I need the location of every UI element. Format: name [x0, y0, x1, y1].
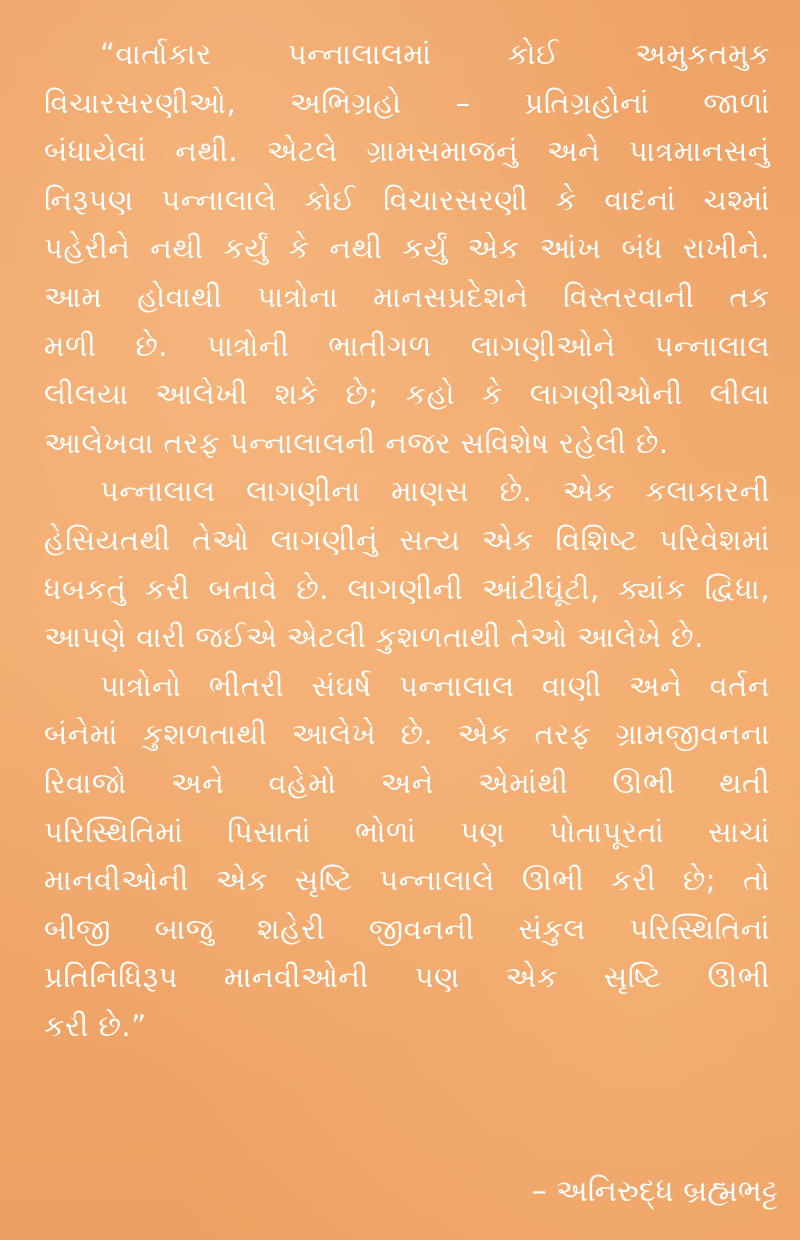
quote-line: વિચારસરણીઓ, અભિગ્રહો – પ્રતિગ્રહોનાં જાળાં [44, 85, 770, 120]
quote-line: હેસિયતથી તેઓ લાગણીનું સત્ય એક વિશિષ્ટ પરિવેશમાં [44, 522, 770, 557]
quote-text [44, 30, 770, 1050]
quote-line: આપણે વારી જઈએ એટલી કુશળતાથી તેઓ આલેખે છે. [44, 620, 704, 655]
quote-line: બંધાયેલાં નથી. એટલે ગ્રામસમાજનું અને પાત્રમાનસનું [44, 134, 770, 169]
quote-line: પહેરીને નથી કર્યું કે નથી કર્યું એક આંખ બંધ રાખીને. [44, 231, 770, 266]
quote-line: આમ હોવાથી પાત્રોના માનસપ્રદેશને વિસ્તરવાની તક [44, 279, 770, 314]
quote-line: માનવીઓની એક સૃષ્ટિ પન્નાલાલે ઊભી કરી છે; તો [44, 863, 770, 898]
author-signature: – અનિરુદ્ધ બ્રહ્મભટ્ટ [531, 1174, 778, 1209]
quote-line: મળી છે. પાત્રોની ભાતીગળ લાગણીઓને પન્નાલાલ [44, 328, 770, 363]
quote-line: ધબકતું કરી બતાવે છે. લાગણીની આંટીઘૂંટી, ક્યાંક દ્વિધા, [44, 571, 770, 606]
quote-line: બીજી બાજુ શહેરી જીવનની સંકુલ પરિસ્થિતિનાં [44, 911, 770, 946]
quote-line: “વાર્તાકાર પન્નાલાલમાં કોઈ અમુકતમુક [100, 37, 770, 71]
quote-line: પરિસ્થિતિમાં પિસાતાં ભોળાં પણ પોતાપૂરતાં સાચાં [44, 814, 770, 849]
quote-line: આલેખવા તરફ પન્નાલાલની નજર સવિશેષ રહેલી છે. [44, 425, 669, 460]
quote-line: નિરૂપણ પન્નાલાલે કોઈ વિચારસરણી કે વાદનાં ચશ્માં [44, 182, 770, 217]
quote-line: રિવાજો અને વહેમો અને એમાંથી ઊભી થતી [44, 765, 770, 800]
quote-line: કરી છે.” [44, 1008, 147, 1043]
quote-line: પાત્રોનો ભીતરી સંઘર્ષ પન્નાલાલ વાણી અને વર્તન [100, 668, 770, 703]
quote-line: પ્રતિનિધિરૂપ માનવીઓની પણ એક સૃષ્ટિ ઊભી [44, 960, 770, 995]
quote-line: પન્નાલાલ લાગણીના માણસ છે. એક કલાકારની [100, 474, 770, 509]
quote-line: બંનેમાં કુશળતાથી આલેખે છે. એક તરફ ગ્રામજીવનના [44, 717, 770, 752]
quote-line: લીલયા આલેખી શકે છે; કહો કે લાગણીઓની લીલા [44, 377, 770, 412]
